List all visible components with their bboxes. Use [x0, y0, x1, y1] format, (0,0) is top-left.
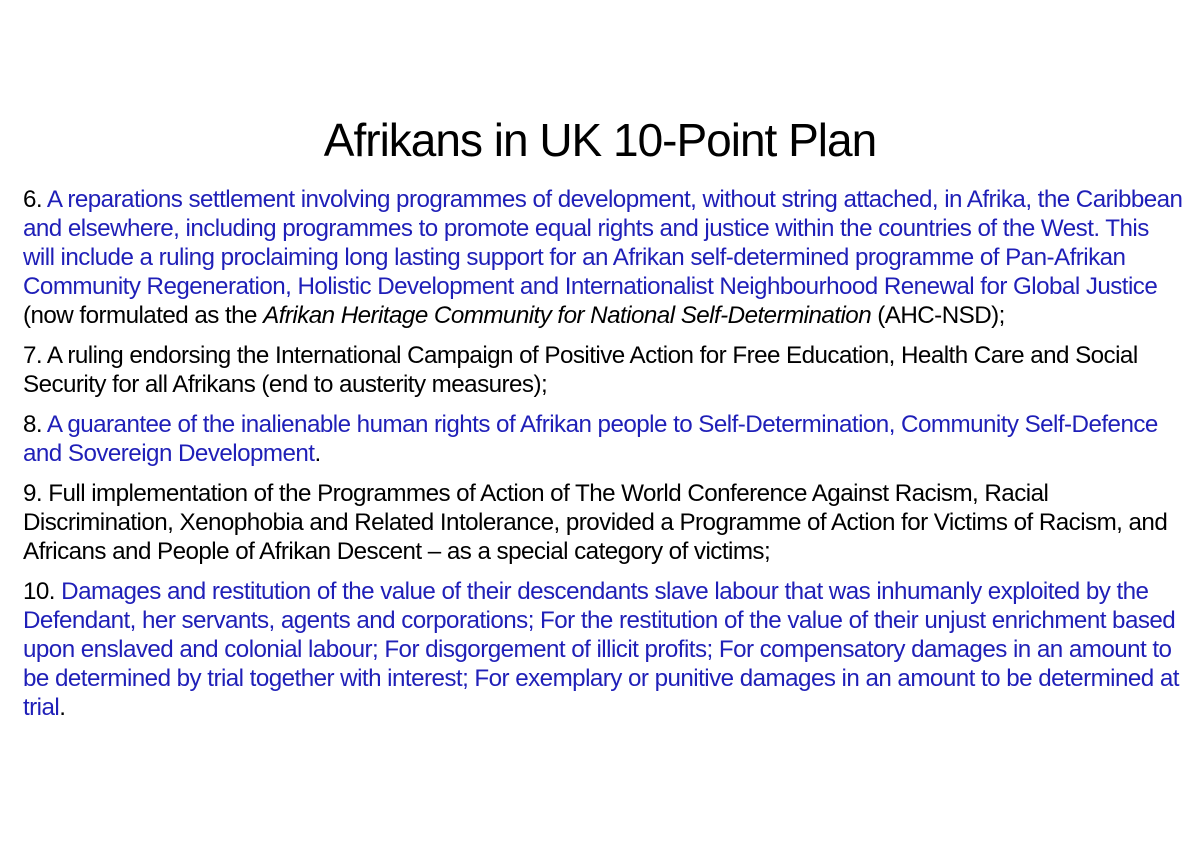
point-9: [23, 479, 1185, 566]
point-7: [23, 341, 1185, 399]
point-list: [23, 185, 1185, 733]
point-10-highlight-text: Damages and restitution of the value of their descendants slave labour that was inhumanly exploited by the Defendant, her servants, agents and corporations; For the restitution of the value of their unjust enrichment based upon enslaved and colonial labour; For disgorgement of illicit profits; For compensatory damages in an amount to be determined by trial together with interest; For exemplary or punitive damages in an amount to be determined at trial: [23, 578, 1179, 721]
point-6-text-end: (AHC-NSD);: [871, 302, 1005, 329]
point-6-text: (now formulated as the: [23, 302, 264, 329]
point-6: [23, 185, 1185, 330]
point-8-text-end: .: [314, 440, 321, 467]
point-10: [23, 577, 1185, 722]
point-10-text-end: .: [59, 694, 66, 721]
point-6-highlight-text: A reparations settlement involving programmes of development, without string attached, in Afrika, the Caribbean and elsewhere, including programmes to promote equal rights and justice within the countries of the West. This will include a ruling proclaiming long lasting support for an Afrikan self-determined programme of Pan-Afrikan Community Regeneration, Holistic Development and Internationalist Neighbourhood Renewal for Global Justice: [23, 186, 1183, 300]
point-7-text: A ruling endorsing the International Campaign of Positive Action for Free Education, Health Care and Social Security for all Afrikans (end to austerity measures);: [23, 342, 1138, 398]
point-8-number: 8.: [23, 411, 47, 438]
point-9-number: 9.: [23, 480, 49, 507]
point-9-text: Full implementation of the Programmes of Action of The World Conference Against Racism, Racial Discrimination, Xenophobia and Related Intolerance, provided a Programme of Action for Victims of Racism, and Africans and People of Afrikan Descent – as a special category of victims;: [23, 480, 1168, 565]
point-10-number: 10.: [23, 578, 62, 605]
slide-title: Afrikans in UK 10-Point Plan: [323, 114, 877, 166]
point-6-number: 6.: [23, 186, 47, 213]
point-8: [23, 410, 1185, 468]
point-6-italic-text: Afrikan Heritage Community for National Self-Determination: [263, 302, 872, 329]
point-7-number: 7.: [23, 342, 47, 369]
point-8-highlight-text: A guarantee of the inalienable human rights of Afrikan people to Self-Determination, Community Self-Defence and Sovereign Development: [23, 411, 1158, 467]
